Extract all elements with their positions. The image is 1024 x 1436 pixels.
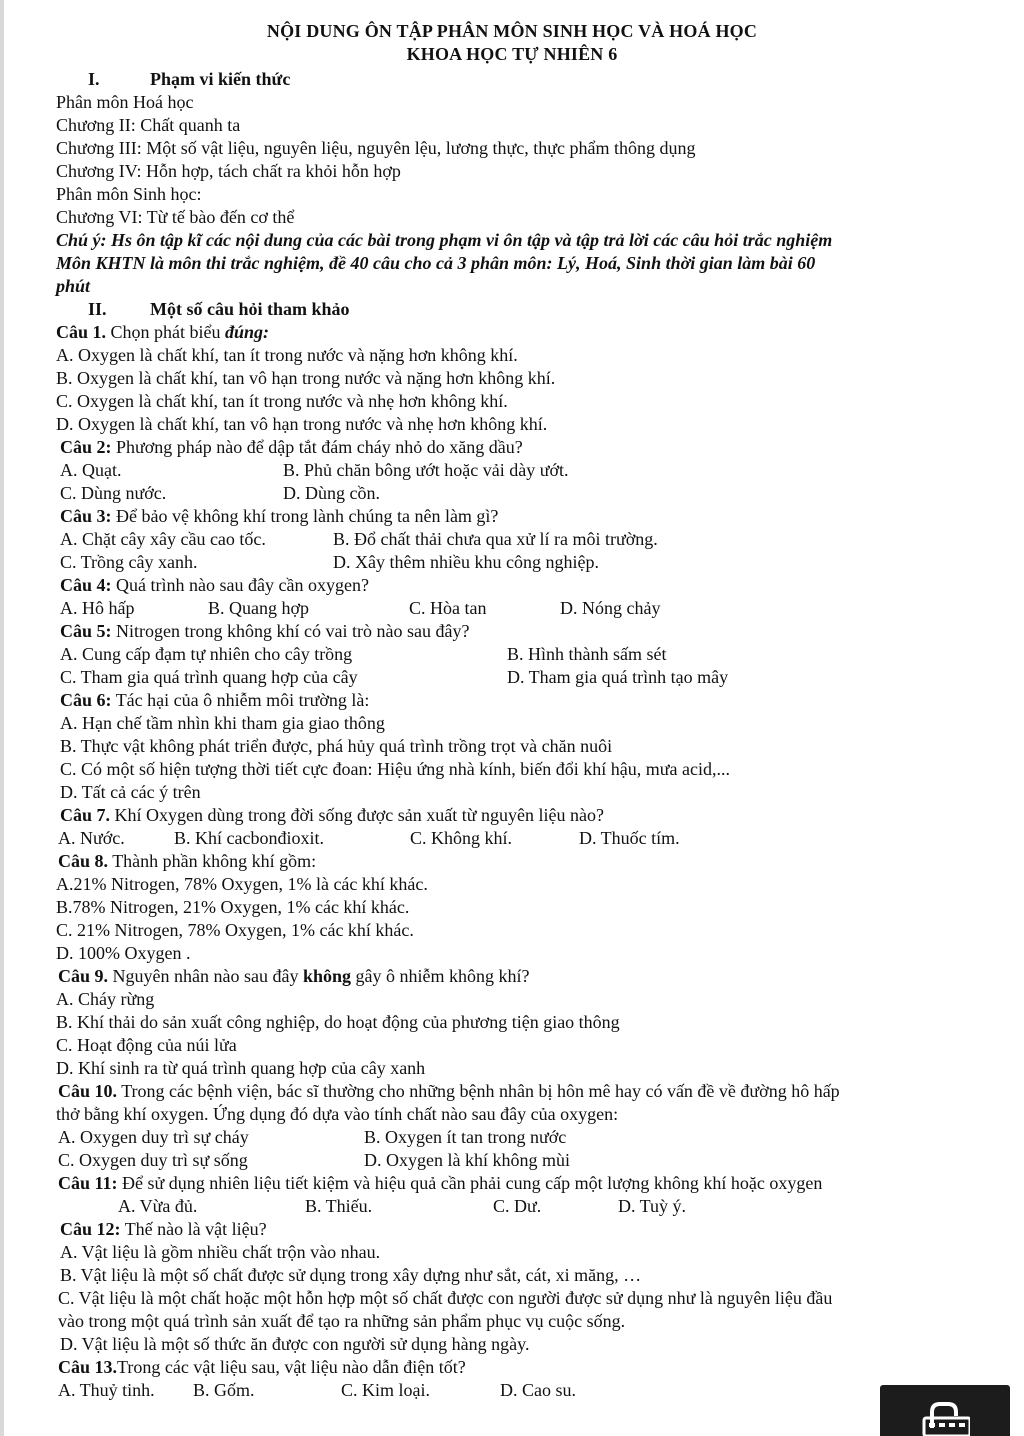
question-text: Chọn phát biểu — [106, 322, 226, 342]
question-emphasis: không — [302, 966, 352, 986]
q6-option-a: A. Hạn chế tầm nhìn khi tham gia giao thông — [60, 713, 385, 733]
question-label: Câu 12: — [60, 1219, 121, 1239]
q8-option-b: B.78% Nitrogen, 21% Oxygen, 1% các khí khác. — [56, 897, 410, 917]
q4-option-b: B. Quang hợp — [208, 598, 310, 618]
question-label: Câu 7. — [60, 805, 111, 825]
question-label: Câu 8. — [58, 851, 109, 871]
question-12 — [60, 1218, 267, 1241]
question-label: Câu 6: — [60, 690, 112, 710]
q9-option-b: B. Khí thải do sản xuất công nghiệp, do hoạt động của phương tiện giao thông — [56, 1012, 620, 1032]
question-text: Khí Oxygen dùng trong đời sống được sản xuất từ nguyên liệu nào? — [110, 805, 604, 825]
question-text: Trong các vật liệu sau, vật liệu nào dẫn điện tốt? — [117, 1357, 466, 1377]
q13-option-c: C. Kim loại. — [341, 1380, 430, 1400]
keyboard-icon — [918, 1398, 970, 1436]
question-2 — [60, 436, 523, 459]
question-1 — [56, 321, 269, 344]
q8-option-a: A.21% Nitrogen, 78% Oxygen, 1% là các khí khác. — [56, 874, 428, 894]
q5-option-a: A. Cung cấp đạm tự nhiên cho cây trồng — [60, 644, 353, 664]
q13-option-a: A. Thuỷ tinh. — [58, 1380, 155, 1400]
question-emphasis: đúng: — [225, 322, 270, 342]
q12-option-c-continued: vào trong một quá trình sản xuất để tạo ra những sản phẩm phục vụ cuộc sống. — [58, 1311, 626, 1331]
q10-option-a: A. Oxygen duy trì sự cháy — [58, 1127, 249, 1147]
question-label: Câu 1. — [56, 322, 107, 342]
question-3 — [60, 505, 498, 528]
q3-option-a: A. Chặt cây xây cầu cao tốc. — [60, 529, 266, 549]
question-8 — [58, 850, 316, 873]
q1-option-a: A. Oxygen là chất khí, tan ít trong nước và nặng hơn không khí. — [56, 345, 518, 365]
q7-option-a: A. Nước. — [58, 828, 125, 848]
q4-option-c: C. Hòa tan — [409, 598, 487, 618]
q8-option-d: D. 100% Oxygen . — [56, 943, 191, 963]
q1-option-b: B. Oxygen là chất khí, tan vô hạn trong nước và nặng hơn không khí. — [56, 368, 556, 388]
q2-option-a: A. Quạt. — [60, 460, 122, 480]
question-9 — [58, 965, 530, 988]
q13-option-b: B. Gốm. — [193, 1380, 255, 1400]
q11-option-c: C. Dư. — [493, 1196, 542, 1216]
document-subtitle: KHOA HỌC TỰ NHIÊN 6 — [406, 44, 618, 64]
section-1-number: I. — [88, 69, 100, 89]
q5-option-b: B. Hình thành sấm sét — [507, 644, 667, 664]
q9-option-c: C. Hoạt động của núi lửa — [56, 1035, 237, 1055]
question-text: Để bảo vệ không khí trong lành chúng ta nên làm gì? — [111, 506, 499, 526]
question-6 — [60, 689, 369, 712]
section-1-heading: Phạm vi kiến thức — [150, 69, 291, 89]
question-11 — [58, 1172, 822, 1195]
question-4 — [60, 574, 369, 597]
q4-option-a: A. Hô hấp — [60, 598, 135, 618]
document-title: NỘI DUNG ÔN TẬP PHÂN MÔN SINH HỌC VÀ HOÁ HỌC — [266, 21, 758, 41]
chapter-2: Chương II: Chất quanh ta — [56, 115, 241, 135]
q5-option-d: D. Tham gia quá trình tạo mây — [507, 667, 729, 687]
q12-option-b: B. Vật liệu là một số chất được sử dụng trong xây dựng như sắt, cát, xi măng, … — [60, 1265, 642, 1285]
question-text: Quá trình nào sau đây cần oxygen? — [111, 575, 369, 595]
q8-option-c: C. 21% Nitrogen, 78% Oxygen, 1% các khí khác. — [56, 920, 414, 940]
q11-option-a: A. Vừa đủ. — [118, 1196, 198, 1216]
question-label: Câu 2: — [60, 437, 112, 457]
q2-option-b: B. Phủ chăn bông ướt hoặc vải dày ướt. — [283, 460, 569, 480]
q6-option-d: D. Tất cả các ý trên — [60, 782, 201, 802]
left-page-edge — [0, 0, 4, 1436]
q10-option-c: C. Oxygen duy trì sự sống — [58, 1150, 248, 1170]
note-line-1: Chú ý: Hs ôn tập kĩ các nội dung của các bài trong phạm vi ôn tập và tập trả lời các câu hỏi trắc nghiệm — [56, 230, 833, 250]
q2-option-d: D. Dùng cồn. — [283, 483, 380, 503]
question-text: Để sử dụng nhiên liệu tiết kiệm và hiệu quả cần phải cung cấp một lượng không khí hoặc oxygen — [117, 1173, 823, 1193]
question-label: Câu 4: — [60, 575, 112, 595]
q12-option-c: C. Vật liệu là một chất hoặc một hỗn hợp một số chất được con người được sử dụng như là nguyên liệu đầu — [58, 1288, 833, 1308]
question-7 — [60, 804, 604, 827]
chapter-3: Chương III: Một số vật liệu, nguyên liệu, nguyên lệu, lương thực, thực phẩm thông dụng — [56, 138, 696, 158]
question-text: Trong các bệnh viện, bác sĩ thường cho những bệnh nhân bị hôn mê hay có vấn đề về đường hô hấp — [117, 1081, 840, 1101]
question-text-end: gây ô nhiễm không khí? — [351, 966, 530, 986]
question-label: Câu 13. — [58, 1357, 118, 1377]
q10-option-b: B. Oxygen ít tan trong nước — [364, 1127, 567, 1147]
q1-option-c: C. Oxygen là chất khí, tan ít trong nước và nhẹ hơn không khí. — [56, 391, 508, 411]
note-line-2: Môn KHTN là môn thi trắc nghiệm, đề 40 câu cho cả 3 phân môn: Lý, Hoá, Sinh thời gian làm bài 60 — [56, 253, 816, 273]
question-5 — [60, 620, 469, 643]
q1-option-d: D. Oxygen là chất khí, tan vô hạn trong nước và nhẹ hơn không khí. — [56, 414, 548, 434]
question-label: Câu 9. — [58, 966, 109, 986]
q6-option-b: B. Thực vật không phát triển được, phá hủy quá trình trồng trọt và chăn nuôi — [60, 736, 613, 756]
question-text: Thành phần không khí gồm: — [108, 851, 317, 871]
q12-option-a: A. Vật liệu là gồm nhiều chất trộn vào nhau. — [60, 1242, 381, 1262]
q2-option-c: C. Dùng nước. — [60, 483, 167, 503]
chapter-4: Chương IV: Hỗn hợp, tách chất ra khỏi hỗn hợp — [56, 161, 401, 181]
q13-option-d: D. Cao su. — [500, 1380, 576, 1400]
question-10-continued: thở bằng khí oxygen. Ứng dụng đó dựa vào tính chất nào sau đây của oxygen: — [56, 1104, 619, 1124]
question-13 — [58, 1356, 466, 1379]
question-label: Câu 3: — [60, 506, 112, 526]
q7-option-b: B. Khí cacbonđioxit. — [174, 828, 324, 848]
q9-option-a: A. Cháy rừng — [56, 989, 155, 1009]
section-2-heading: Một số câu hỏi tham khảo — [150, 299, 350, 319]
section-2-number: II. — [88, 299, 107, 319]
q11-option-d: D. Tuỳ ý. — [618, 1196, 687, 1216]
q5-option-c: C. Tham gia quá trình quang hợp của cây — [60, 667, 358, 687]
q11-option-b: B. Thiếu. — [305, 1196, 373, 1216]
chapter-6: Chương VI: Từ tế bào đến cơ thể — [56, 207, 295, 227]
biology-label: Phân môn Sinh học: — [56, 184, 202, 204]
q7-option-c: C. Không khí. — [410, 828, 513, 848]
note-line-3: phút — [56, 276, 91, 296]
question-text: Phương pháp nào để dập tắt đám cháy nhỏ do xăng dầu? — [111, 437, 523, 457]
question-label: Câu 10. — [58, 1081, 118, 1101]
q6-option-c: C. Có một số hiện tượng thời tiết cực đoan: Hiệu ứng nhà kính, biến đổi khí hậu, mưa acid,... — [60, 759, 730, 779]
question-text: Nitrogen trong không khí có vai trò nào sau đây? — [111, 621, 470, 641]
q3-option-b: B. Đổ chất thải chưa qua xử lí ra môi trường. — [333, 529, 658, 549]
chemistry-label: Phân môn Hoá học — [56, 92, 194, 112]
q3-option-d: D. Xây thêm nhiều khu công nghiệp. — [333, 552, 599, 572]
q10-option-d: D. Oxygen là khí không mùi — [364, 1150, 570, 1170]
q3-option-c: C. Trồng cây xanh. — [60, 552, 198, 572]
question-text: Thế nào là vật liệu? — [120, 1219, 267, 1239]
question-text: Nguyên nhân nào sau đây — [108, 966, 303, 986]
question-text: Tác hại của ô nhiễm môi trường là: — [111, 690, 370, 710]
q12-option-d: D. Vật liệu là một số thức ăn được con người sử dụng hàng ngày. — [60, 1334, 530, 1354]
q9-option-d: D. Khí sinh ra từ quá trình quang hợp của cây xanh — [56, 1058, 426, 1078]
q7-option-d: D. Thuốc tím. — [579, 828, 680, 848]
q4-option-d: D. Nóng chảy — [560, 598, 661, 618]
question-label: Câu 11: — [58, 1173, 118, 1193]
question-label: Câu 5: — [60, 621, 112, 641]
question-10 — [58, 1080, 840, 1103]
